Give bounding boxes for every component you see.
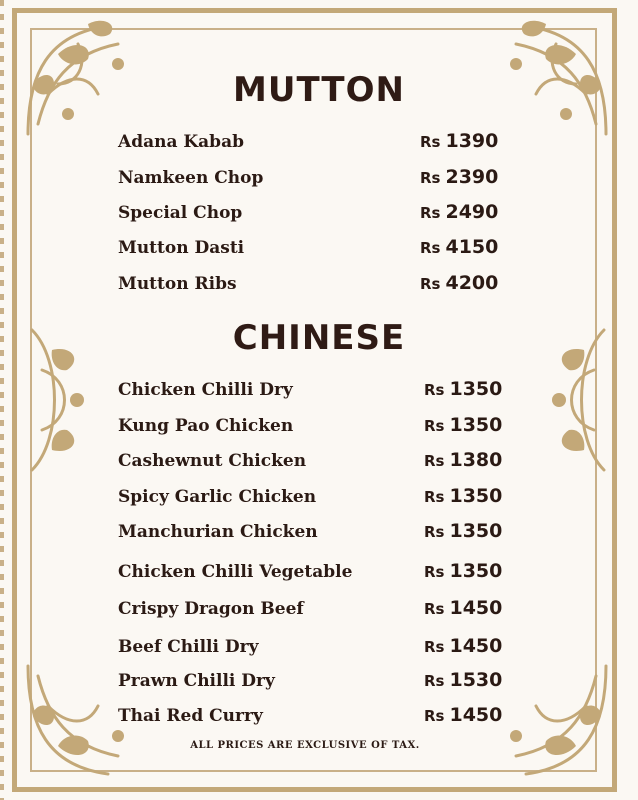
menu-item-price: Rs 1350 <box>424 378 503 400</box>
menu-item-price: Rs 4150 <box>420 236 499 258</box>
menu-item-name: Adana Kabab <box>118 132 244 152</box>
menu-item-price: Rs 2490 <box>420 201 499 223</box>
menu-item-price: Rs 1450 <box>424 704 503 726</box>
menu-item-price: Rs 1530 <box>424 669 503 691</box>
menu-item-name: Thai Red Curry <box>118 706 263 726</box>
menu-item-name: Chicken Chilli Vegetable <box>118 562 353 582</box>
menu-item-price: Rs 2390 <box>420 166 499 188</box>
menu-item-name: Crispy Dragon Beef <box>118 599 304 619</box>
menu-item-name: Prawn Chilli Dry <box>118 671 275 691</box>
mutton-heading: MUTTON <box>233 70 405 110</box>
menu-item-price: Rs 1350 <box>424 560 503 582</box>
ornament-corner-bottom-right-icon <box>486 656 616 786</box>
menu-item-name: Manchurian Chicken <box>118 522 318 542</box>
menu-item-name: Beef Chilli Dry <box>118 637 259 657</box>
menu-item-name: Spicy Garlic Chicken <box>118 487 317 507</box>
menu-item-price: Rs 1350 <box>424 414 503 436</box>
menu-item-price: Rs 1350 <box>424 520 503 542</box>
menu-item-name: Mutton Dasti <box>118 238 245 258</box>
menu-item-name: Mutton Ribs <box>118 274 237 294</box>
menu-item-price: Rs 1450 <box>424 635 503 657</box>
menu-item-name: Special Chop <box>118 203 243 223</box>
menu-item-name: Namkeen Chop <box>118 168 264 188</box>
menu-item-price: Rs 4200 <box>420 272 499 294</box>
chinese-heading: CHINESE <box>232 318 406 358</box>
menu-item-name: Cashewnut Chicken <box>118 451 307 471</box>
menu-item-price: Rs 1380 <box>424 449 503 471</box>
menu-item-price: Rs 1390 <box>420 130 499 152</box>
menu-item-price: Rs 1350 <box>424 485 503 507</box>
menu-item-name: Kung Pao Chicken <box>118 416 294 436</box>
adjacent-page-edge <box>0 0 4 800</box>
tax-disclaimer: ALL PRICES ARE EXCLUSIVE OF TAX. <box>190 740 420 751</box>
menu-item-price: Rs 1450 <box>424 597 503 619</box>
menu-item-name: Chicken Chilli Dry <box>118 380 293 400</box>
